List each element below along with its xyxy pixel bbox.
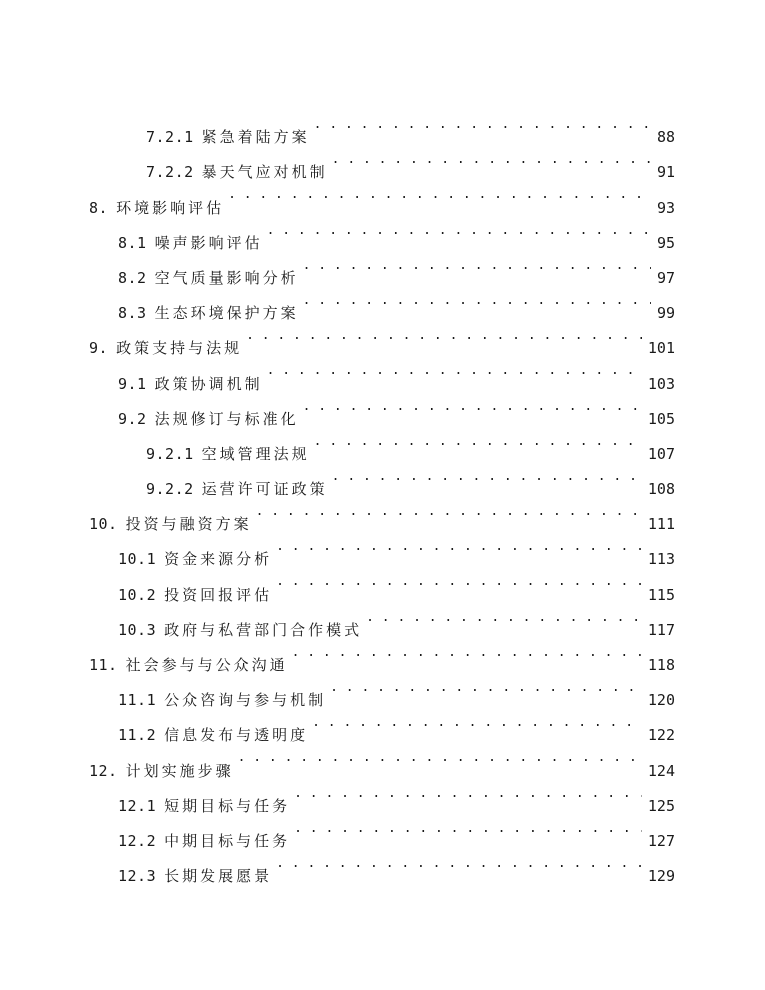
- toc-dot-leader: [312, 705, 642, 740]
- toc-entry-number: 12.3: [118, 867, 157, 886]
- toc-entry-number: 9.2.1: [146, 444, 194, 463]
- toc-entry-title: 资金来源分析: [164, 550, 273, 569]
- toc-entry-title: 噪声影响评估: [154, 233, 263, 252]
- toc-entry-title: 生态环境保护方案: [154, 304, 299, 323]
- toc-entry-number: 9.2.2: [146, 480, 194, 499]
- toc-entry[interactable]: [0, 213, 765, 252]
- toc-entry[interactable]: [0, 142, 765, 182]
- toc-dot-leader: [332, 459, 642, 494]
- toc-entry-title: 法规修订与标准化: [154, 409, 299, 428]
- toc-entry-page-number: 118: [647, 656, 675, 674]
- toc-entry-number: 7.2.2: [146, 163, 194, 182]
- toc-dot-leader: [294, 776, 642, 811]
- toc-entry-page-number: 97: [656, 268, 675, 287]
- toc-entry-title: 暴天气应对机制: [201, 163, 328, 182]
- toc-entry-number: 10.3: [118, 620, 157, 639]
- toc-entry-title: 社会参与与公众沟通: [125, 656, 288, 674]
- toc-dot-leader: [238, 740, 642, 775]
- toc-entry-title: 中期目标与任务: [164, 831, 291, 850]
- toc-entry-page-number: 107: [647, 444, 675, 463]
- toc-entry-page-number: 99: [656, 304, 675, 323]
- toc-entry[interactable]: [0, 318, 765, 358]
- toc-entry-title: 短期目标与任务: [164, 796, 291, 815]
- toc-entry-title: 信息发布与透明度: [164, 726, 309, 745]
- toc-entry-page-number: 108: [647, 480, 675, 499]
- toc-entry-page-number: 111: [647, 515, 675, 534]
- toc-entry-number: 11.: [89, 656, 118, 674]
- toc-dot-leader: [314, 424, 642, 459]
- toc-dot-leader: [267, 353, 642, 388]
- toc-entry-page-number: 120: [647, 691, 675, 710]
- toc-dot-leader: [332, 142, 651, 177]
- toc-entry-number: 8.1: [118, 233, 147, 252]
- toc-dot-leader: [330, 670, 642, 705]
- toc-entry-title: 投资与融资方案: [125, 515, 252, 534]
- toc-dot-leader: [276, 529, 642, 564]
- toc-entry-number: 12.2: [118, 831, 157, 850]
- toc-dot-leader: [303, 283, 651, 318]
- toc-entry-title: 空域管理法规: [201, 444, 310, 463]
- toc-entry-page-number: 129: [647, 867, 675, 886]
- toc-entry-page-number: 113: [647, 550, 675, 569]
- toc-entry-page-number: 125: [647, 796, 675, 815]
- toc-dot-leader: [292, 635, 642, 670]
- toc-entry-page-number: 122: [647, 726, 675, 745]
- table-of-contents: [0, 107, 765, 886]
- toc-entry-title: 计划实施步骤: [125, 761, 234, 780]
- toc-dot-leader: [256, 494, 642, 529]
- toc-entry-page-number: 91: [656, 163, 675, 182]
- toc-entry-number: 10.1: [118, 550, 157, 569]
- toc-entry-number: 11.2: [118, 726, 157, 745]
- toc-dot-leader: [276, 564, 642, 599]
- toc-dot-leader: [228, 177, 651, 212]
- toc-entry-number: 10.: [89, 515, 118, 534]
- toc-dot-leader: [366, 600, 642, 635]
- toc-entry-page-number: 117: [647, 620, 675, 639]
- toc-entry-page-number: 88: [656, 128, 675, 147]
- toc-entry-page-number: 115: [647, 585, 675, 604]
- toc-entry-title: 紧急着陆方案: [201, 128, 310, 147]
- toc-entry-page-number: 101: [647, 339, 675, 358]
- toc-entry-title: 空气质量影响分析: [154, 268, 299, 287]
- toc-entry-title: 公众咨询与参与机制: [164, 691, 327, 710]
- toc-entry-number: 8.2: [118, 268, 147, 287]
- toc-entry-number: 9.1: [118, 374, 147, 393]
- toc-entry-page-number: 93: [656, 198, 675, 217]
- toc-entry-number: 11.1: [118, 691, 157, 710]
- toc-dot-leader: [303, 389, 642, 424]
- toc-entry-title: 政府与私营部门合作模式: [164, 620, 363, 639]
- toc-entry-number: 9.2: [118, 409, 147, 428]
- toc-dot-leader: [246, 318, 642, 353]
- toc-dot-leader: [294, 811, 642, 846]
- toc-entry-number: 8.: [89, 198, 109, 217]
- toc-entry-number: 7.2.1: [146, 128, 194, 147]
- toc-entry-page-number: 127: [647, 831, 675, 850]
- toc-entry-number: 12.: [89, 761, 118, 780]
- toc-entry-page-number: 124: [647, 761, 675, 780]
- toc-entry[interactable]: [0, 177, 765, 217]
- toc-entry[interactable]: [0, 248, 765, 287]
- toc-entry-title: 长期发展愿景: [164, 867, 273, 886]
- toc-entry-number: 9.: [89, 339, 109, 358]
- toc-dot-leader: [303, 248, 651, 283]
- toc-entry[interactable]: [0, 283, 765, 323]
- toc-entry-page-number: 103: [647, 374, 675, 393]
- toc-entry-title: 运营许可证政策: [201, 480, 328, 499]
- toc-entry[interactable]: [0, 107, 765, 147]
- toc-entry-page-number: 95: [656, 233, 675, 252]
- toc-entry-page-number: 105: [647, 409, 675, 428]
- toc-dot-leader: [314, 107, 651, 142]
- toc-entry-number: 10.2: [118, 585, 157, 604]
- toc-dot-leader: [276, 846, 642, 881]
- toc-entry-title: 政策协调机制: [154, 374, 263, 393]
- toc-dot-leader: [267, 213, 651, 248]
- toc-entry-number: 12.1: [118, 796, 157, 815]
- toc-entry-title: 政策支持与法规: [116, 339, 243, 358]
- toc-entry-title: 投资回报评估: [164, 585, 273, 604]
- toc-entry-title: 环境影响评估: [116, 198, 225, 217]
- toc-entry-number: 8.3: [118, 304, 147, 323]
